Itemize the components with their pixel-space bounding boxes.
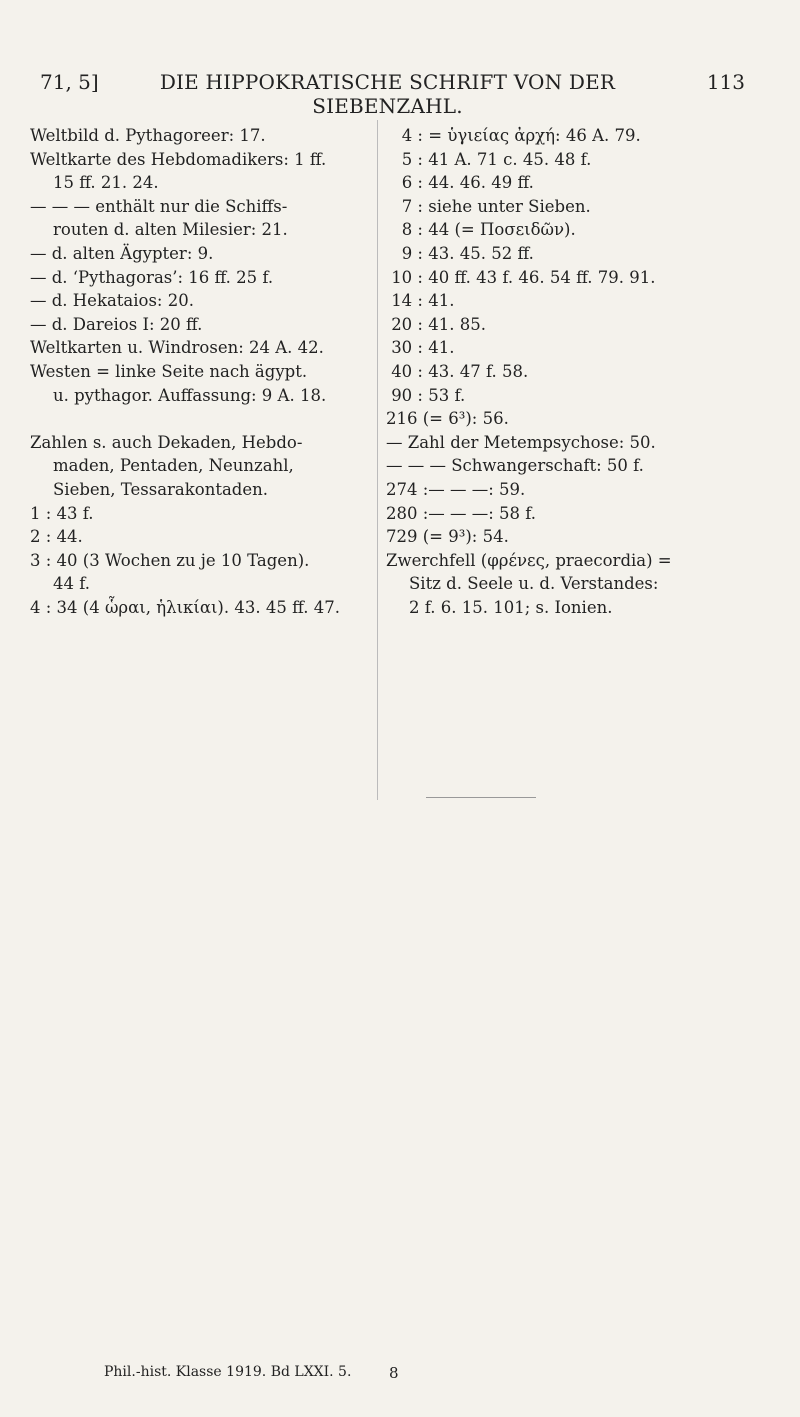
entry-text: — — —: 59.	[428, 479, 526, 499]
index-entry	[386, 124, 766, 148]
index-entry: Weltkarten u. Windrosen: 24 A. 42.	[30, 338, 324, 358]
entry-text: — — — Schwangerschaft: 50 f.	[386, 456, 644, 476]
index-entry: maden, Pentaden, Neunzahl,	[53, 456, 294, 476]
index-entry	[386, 384, 766, 408]
index-entry	[386, 171, 766, 195]
entry-number: 14 :	[391, 291, 423, 311]
running-title: DIE HIPPOKRATISCHE SCHRIFT VON DER SIEBENZAHL.	[159, 70, 616, 118]
footer-imprint: Phil.-hist. Klasse 1919. Bd LXXI. 5.	[104, 1364, 352, 1380]
index-entry: Westen = linke Seite nach ägypt.	[30, 361, 308, 381]
entry-number: 4 :	[401, 126, 423, 145]
running-header	[40, 70, 745, 118]
entry-number: 5 :	[401, 149, 423, 169]
entry-number: 274 :	[386, 479, 429, 499]
entry-text: Zwerchfell (φρένες, praecordia) =	[386, 550, 672, 570]
index-column-right	[386, 124, 766, 619]
entry-number: 8 :	[401, 220, 423, 240]
index-entry	[386, 525, 766, 549]
index-entry	[386, 596, 766, 620]
page-number: 113	[706, 70, 745, 94]
entry-text: Sitz d. Seele u. d. Verstandes:	[409, 574, 659, 594]
end-rule	[426, 797, 536, 798]
index-entry	[386, 195, 766, 219]
spacer	[30, 407, 370, 431]
index-entry: 44 f.	[53, 574, 91, 594]
index-entry: Weltbild d. Pythagoreer: 17.	[30, 126, 266, 145]
entry-text: 2 f. 6. 15. 101; s. Ionien.	[409, 597, 613, 617]
index-entry	[386, 407, 766, 431]
entry-text: — — —: 58 f.	[428, 503, 537, 523]
index-entry	[386, 313, 766, 337]
index-entry	[386, 218, 766, 242]
entry-number: 90 :	[391, 385, 423, 405]
index-entry: 3 : 40 (3 Wochen zu je 10 Tagen).	[30, 550, 310, 570]
entry-text: 40 ff. 43 f. 46. 54 ff. 79. 91.	[428, 267, 656, 287]
index-entry: routen d. alten Milesier: 21.	[53, 220, 288, 240]
index-entry: — d. alten Ägypter: 9.	[30, 243, 214, 263]
index-entry: — d. Dareios I: 20 ff.	[30, 314, 203, 334]
entry-text: 41 A. 71 c. 45. 48 f.	[428, 149, 592, 169]
entry-number: 6 :	[401, 173, 423, 193]
index-entry: — — — enthält nur die Schiffs-	[30, 196, 288, 216]
entry-text: 729 (= 9³): 54.	[386, 527, 509, 547]
index-entry: 4 : 34 (4 ὧραι, ἡλικίαι). 43. 45 ff. 47.	[30, 597, 340, 617]
entry-number: 10 :	[391, 267, 423, 287]
entry-number: 30 :	[391, 338, 423, 358]
index-entry: Zahlen s. auch Dekaden, Hebdo-	[30, 432, 303, 452]
index-entry: — d. Hekataios: 20.	[30, 291, 194, 311]
chapter-section-ref: 71, 5]	[40, 70, 99, 94]
index-entry: 2 : 44.	[30, 527, 83, 547]
index-entry: Weltkarte des Hebdomadikers: 1 ff.	[30, 149, 327, 169]
column-divider	[377, 120, 378, 800]
index-entry	[386, 431, 766, 455]
index-entry	[386, 148, 766, 172]
entry-text: 44 (= Ποσειδῶν).	[428, 220, 576, 240]
entry-text: 53 f.	[428, 385, 466, 405]
entry-text: 41. 85.	[428, 314, 486, 334]
index-entry	[386, 478, 766, 502]
entry-text: — Zahl der Metempsychose: 50.	[386, 432, 656, 452]
index-entry: u. pythagor. Auffassung: 9 A. 18.	[53, 385, 327, 405]
entry-text: 43. 47 f. 58.	[428, 361, 529, 381]
index-entry: 15 ff. 21. 24.	[53, 173, 159, 193]
entry-number: 280 :	[386, 503, 429, 523]
entry-text: = ὑγιείας ἀρχή: 46 A. 79.	[428, 126, 641, 145]
entry-number: 9 :	[401, 243, 423, 263]
index-entry	[386, 360, 766, 384]
sheet-signature: 8	[389, 1364, 399, 1382]
entry-number: 20 :	[391, 314, 423, 334]
index-entry	[386, 572, 766, 596]
index-column-left	[30, 124, 370, 619]
entry-text: 44. 46. 49 ff.	[428, 173, 534, 193]
entry-text: 43. 45. 52 ff.	[428, 243, 534, 263]
index-entry	[386, 336, 766, 360]
index-entry: — d. ‘Pythagoras’: 16 ff. 25 f.	[30, 267, 274, 287]
index-entry: Sieben, Tessarakontaden.	[53, 479, 268, 499]
index-entry	[386, 242, 766, 266]
index-entry: 1 : 43 f.	[30, 503, 94, 523]
index-entry	[386, 266, 766, 290]
index-entry	[386, 549, 766, 573]
entry-text: siehe unter Sieben.	[428, 196, 591, 216]
entry-text: 216 (= 6³): 56.	[386, 409, 509, 429]
entry-text: 41.	[428, 291, 455, 311]
index-entry	[386, 502, 766, 526]
entry-number: 7 :	[401, 196, 423, 216]
index-entry	[386, 454, 766, 478]
entry-text: 41.	[428, 338, 455, 358]
entry-number: 40 :	[391, 361, 423, 381]
index-entry	[386, 289, 766, 313]
